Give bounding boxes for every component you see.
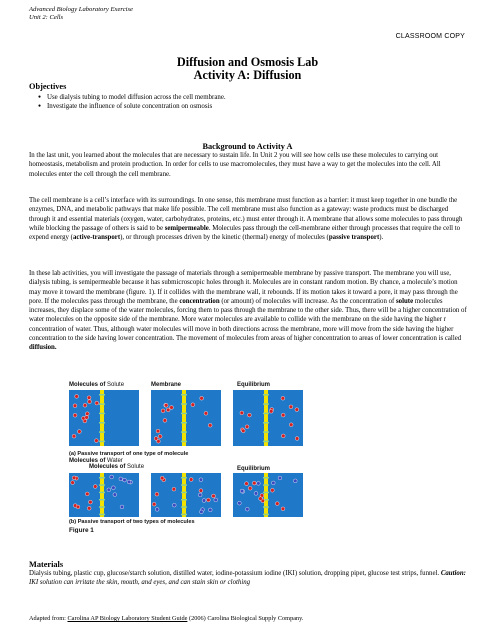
molecule-dot [113, 493, 117, 497]
caution-label: Caution: [440, 570, 466, 577]
membrane-pore [263, 422, 269, 424]
classroom-copy-label: CLASSROOM COPY [395, 33, 465, 40]
molecule-dot [202, 499, 206, 503]
footer-source-link[interactable]: Carolina AP Biology Laboratory Student Guide [67, 615, 188, 622]
molecule-dot [172, 487, 176, 491]
background-paragraph-2 [29, 196, 469, 242]
membrane-pore [181, 413, 187, 415]
membrane-pore [181, 403, 187, 405]
membrane-pore [263, 403, 269, 405]
molecule-dot [240, 411, 244, 415]
molecule-dot [85, 416, 89, 420]
membrane-pore [263, 484, 269, 486]
molecule-dot [191, 403, 195, 407]
molecule-dot [245, 425, 249, 429]
membrane-pore [263, 431, 269, 433]
membrane-stripe [100, 473, 104, 517]
molecule-dot [204, 411, 208, 415]
molecule-dot [289, 405, 293, 409]
molecule-dot [164, 403, 168, 407]
membrane-pore [263, 477, 269, 479]
materials-text [29, 569, 469, 588]
molecule-dot [156, 429, 160, 433]
figure-panel-b [69, 473, 303, 517]
molecule-dot [214, 498, 218, 502]
membrane-pore [99, 484, 105, 486]
p2-text-b: . Molecules pass through the cell-membrane either through processes that require the cell to expend energy ( [29, 224, 461, 242]
molecule-dot [271, 481, 275, 485]
molecule-dot [240, 489, 244, 493]
molecule-dot [257, 482, 261, 486]
caution-text: IKI solution can irritate the skin, mouth, and eyes, and can stain skin or clothing [29, 579, 251, 587]
molecule-dot [238, 501, 242, 505]
molecule-dot [110, 475, 114, 479]
membrane-pore [99, 431, 105, 433]
molecule-dot [73, 404, 77, 408]
molecule-dot [199, 489, 203, 493]
molecule-dot [76, 505, 80, 509]
materials-list: Dialysis tubing, plastic cup, glucose/starch solution, distilled water, iodine-potassium iodine (IKI) solution, dropping pipet, glucose test strips, funnel. [29, 570, 441, 577]
membrane-pore [181, 477, 187, 479]
figure-panel-a [69, 390, 303, 446]
molecule-dot [88, 400, 92, 404]
footer-citation [29, 615, 303, 622]
membrane-pore [181, 484, 187, 486]
p2-text-c: ), or through processes driven by the kinetic (thermal) energy of molecules ( [120, 234, 329, 242]
term-concentration: concentration [179, 297, 220, 305]
diffusion-figure [63, 378, 308, 533]
membrane-pore [99, 492, 105, 494]
molecule-dot [281, 434, 285, 438]
p3-text-a: In these lab activities, you will investigate the passage of materials through a semipermeable membrane by passive transport. The membrane you will use, dialysis tubing, is semipermeable because it has submicroscopic holes through it. Molecules are in constant random motion. By chance, a molecule’s motion may move it toward the membrane (figure. 1). If it collides with the membrane wall, it rebounds. If its motion takes it toward a pore, it may pass through the pore. If the molecules pass through the membrane, the [29, 270, 458, 305]
objective-item: ● Investigate the influence of solute concentration on osmosis [38, 102, 226, 111]
molecule-dot [72, 476, 76, 480]
fig-b-label-solute: Molecules of Solute [89, 464, 145, 470]
molecule-dot [112, 486, 116, 490]
molecule-dot [73, 413, 77, 417]
term-diffusion: diffusion. [29, 344, 57, 352]
molecule-dot [161, 409, 165, 413]
membrane-pore [99, 514, 105, 516]
molecule-dot [154, 437, 158, 441]
membrane-pore [99, 413, 105, 415]
molecule-dot [160, 476, 164, 480]
activity-title: Activity A: Diffusion [193, 68, 302, 82]
p3-text-b: (or amount) of molecules will increase. As the concentration of [219, 297, 396, 305]
membrane-stripe [264, 390, 268, 446]
term-passive-transport: passive transport [328, 234, 380, 242]
term-solute: solute [396, 297, 414, 305]
molecule-dot [127, 480, 131, 484]
membrane-pore [99, 441, 105, 443]
molecule-dot [207, 498, 211, 502]
molecule-dot [275, 502, 279, 506]
molecule-dot [271, 488, 275, 492]
p2-text-d: ). [379, 234, 384, 242]
molecule-dot [289, 423, 293, 427]
molecule-dot [278, 476, 282, 480]
footer-prefix: Adapted from: [29, 615, 68, 622]
footer-suffix: (2006) Carolina Biological Supply Company. [187, 615, 304, 622]
molecule-dot [107, 488, 111, 492]
membrane-pore [263, 492, 269, 494]
molecule-dot [170, 406, 174, 410]
molecule-dot [158, 435, 162, 439]
membrane-pore [99, 394, 105, 396]
fig-a-label-equilibrium: Equilibrium [237, 382, 270, 388]
membrane-pore [263, 506, 269, 508]
molecule-dot [83, 403, 87, 407]
fig-caption-a: (a) Passive transport of one type of molecule [69, 451, 189, 457]
molecule-dot [212, 494, 216, 498]
objectives-heading: Objectives [29, 82, 67, 91]
p3-text-c: molecules increases, they displace some of the water molecules, forcing them to pass through the membrane to the other side. Thus, there will be a higher concentration of water molecules on the opposite side of the membrane. More water molecules are available to collide with the membrane on the side having the higher r concentration of water. Thus, although water molecules will move in both directions across the membrane, more will move from the side having the higher concentration to the side having lower concentration. The movement of molecules from areas of higher concentration to areas of lower concentration is called [29, 297, 467, 343]
molecule-dot [163, 419, 167, 423]
molecule-dot [208, 508, 212, 512]
fig-caption-b: (b) Passive transport of two types of molecules [69, 519, 195, 525]
molecule-dot [89, 500, 93, 504]
molecule-dot [95, 439, 99, 443]
molecule-dot [155, 508, 159, 512]
term-semipermeable: semipermeable [164, 224, 209, 232]
molecule-dot [241, 429, 245, 433]
membrane-stripe [182, 473, 186, 517]
molecule-dot [95, 401, 99, 405]
molecule-dot [166, 408, 170, 412]
molecule-dot [281, 396, 285, 400]
molecule-dot [254, 492, 258, 496]
molecule-dot [72, 434, 76, 438]
molecule-dot [245, 507, 249, 511]
objective-item: ● Use dialysis tubing to model diffusion across the cell membrane. [38, 93, 226, 102]
membrane-stripe [182, 390, 186, 446]
membrane-pore [181, 514, 187, 516]
molecule-dot [155, 492, 159, 496]
term-active-transport: active-transport [72, 234, 121, 242]
molecule-dot [87, 506, 91, 510]
molecule-dot [85, 412, 89, 416]
unit-header: Unit 2: Cells [29, 14, 64, 21]
membrane-pore [181, 506, 187, 508]
molecule-dot [189, 478, 193, 482]
materials-heading: Materials [29, 560, 64, 569]
membrane-pore [181, 441, 187, 443]
molecule-dot [281, 413, 285, 417]
membrane-pore [181, 431, 187, 433]
molecule-dot [295, 437, 299, 441]
molecule-dot [248, 413, 252, 417]
molecule-dot [200, 510, 204, 514]
molecule-dot [200, 396, 204, 400]
background-paragraph-3 [29, 269, 469, 353]
page-title: Diffusion and Osmosis Lab [176, 55, 319, 69]
course-header: Advanced Biology Laboratory Exercise [29, 6, 133, 13]
membrane-pore [263, 413, 269, 415]
molecule-dot [199, 478, 203, 482]
p2-text-a: The cell membrane is a cell’s interface with its surroundings. In one sense, this membrane must function as a barrier: it must keep together in one bundle the enzymes, DNA, and metabolic pathways that make life possible. The cell membrane must also function as a gateway: waste products must be discharged through it and essential materials (oxygen, water, carbohydrates, proteins, etc.) must enter through it. A membrane that allows some molecules to pass through while blocking the passage of others is said to be [29, 197, 463, 232]
membrane-pore [99, 506, 105, 508]
molecule-dot [75, 395, 79, 399]
membrane-pore [181, 499, 187, 501]
membrane-pore [263, 514, 269, 516]
molecule-dot [248, 486, 252, 490]
molecule-dot [93, 485, 97, 489]
membrane-pore [99, 499, 105, 501]
molecule-dot [78, 430, 82, 434]
membrane-pore [181, 394, 187, 396]
background-paragraph-1: In the last unit, you learned about the molecules that are necessary to sustain life. In Unit 2 you will see how cells use these molecules to carrying out homeostasis, metabolism and protein production. In order for cells to use macromolecules, they must have a way to get the molecules into the cell. All molecules enter the cell through the cell membrane. [29, 152, 441, 178]
figure-label: Figure 1 [69, 527, 94, 533]
molecule-dot [245, 482, 249, 486]
molecule-dot [152, 502, 156, 506]
molecule-dot [172, 503, 176, 507]
molecule-dot [293, 479, 297, 483]
membrane-pore [181, 492, 187, 494]
molecule-dot [120, 505, 124, 509]
molecule-dot [71, 481, 75, 485]
membrane-stripe [264, 473, 268, 517]
molecule-dot [295, 408, 299, 412]
molecule-dot [85, 492, 89, 496]
membrane-pore [181, 422, 187, 424]
molecule-dot [123, 478, 127, 482]
objectives-list [38, 93, 226, 112]
molecule-dot [198, 493, 202, 497]
molecule-dot [252, 481, 256, 485]
molecule-dot [208, 423, 212, 427]
membrane-pore [263, 394, 269, 396]
membrane-pore [99, 403, 105, 405]
membrane-pore [99, 477, 105, 479]
fig-a-label-molecules: Molecules of Solute [69, 382, 125, 388]
molecule-dot [87, 396, 91, 400]
membrane-pore [263, 441, 269, 443]
fig-b-label-equilibrium: Equilibrium [237, 466, 270, 472]
membrane-stripe [100, 390, 104, 446]
membrane-pore [99, 422, 105, 424]
fig-b-label-water: Molecules of Water [69, 458, 123, 464]
molecule-dot [269, 409, 273, 413]
background-heading: Background to Activity A [202, 142, 293, 151]
molecule-dot [281, 507, 285, 511]
molecule-dot [259, 497, 263, 501]
molecule-dot [119, 477, 123, 481]
fig-a-label-membrane: Membrane [151, 382, 182, 388]
